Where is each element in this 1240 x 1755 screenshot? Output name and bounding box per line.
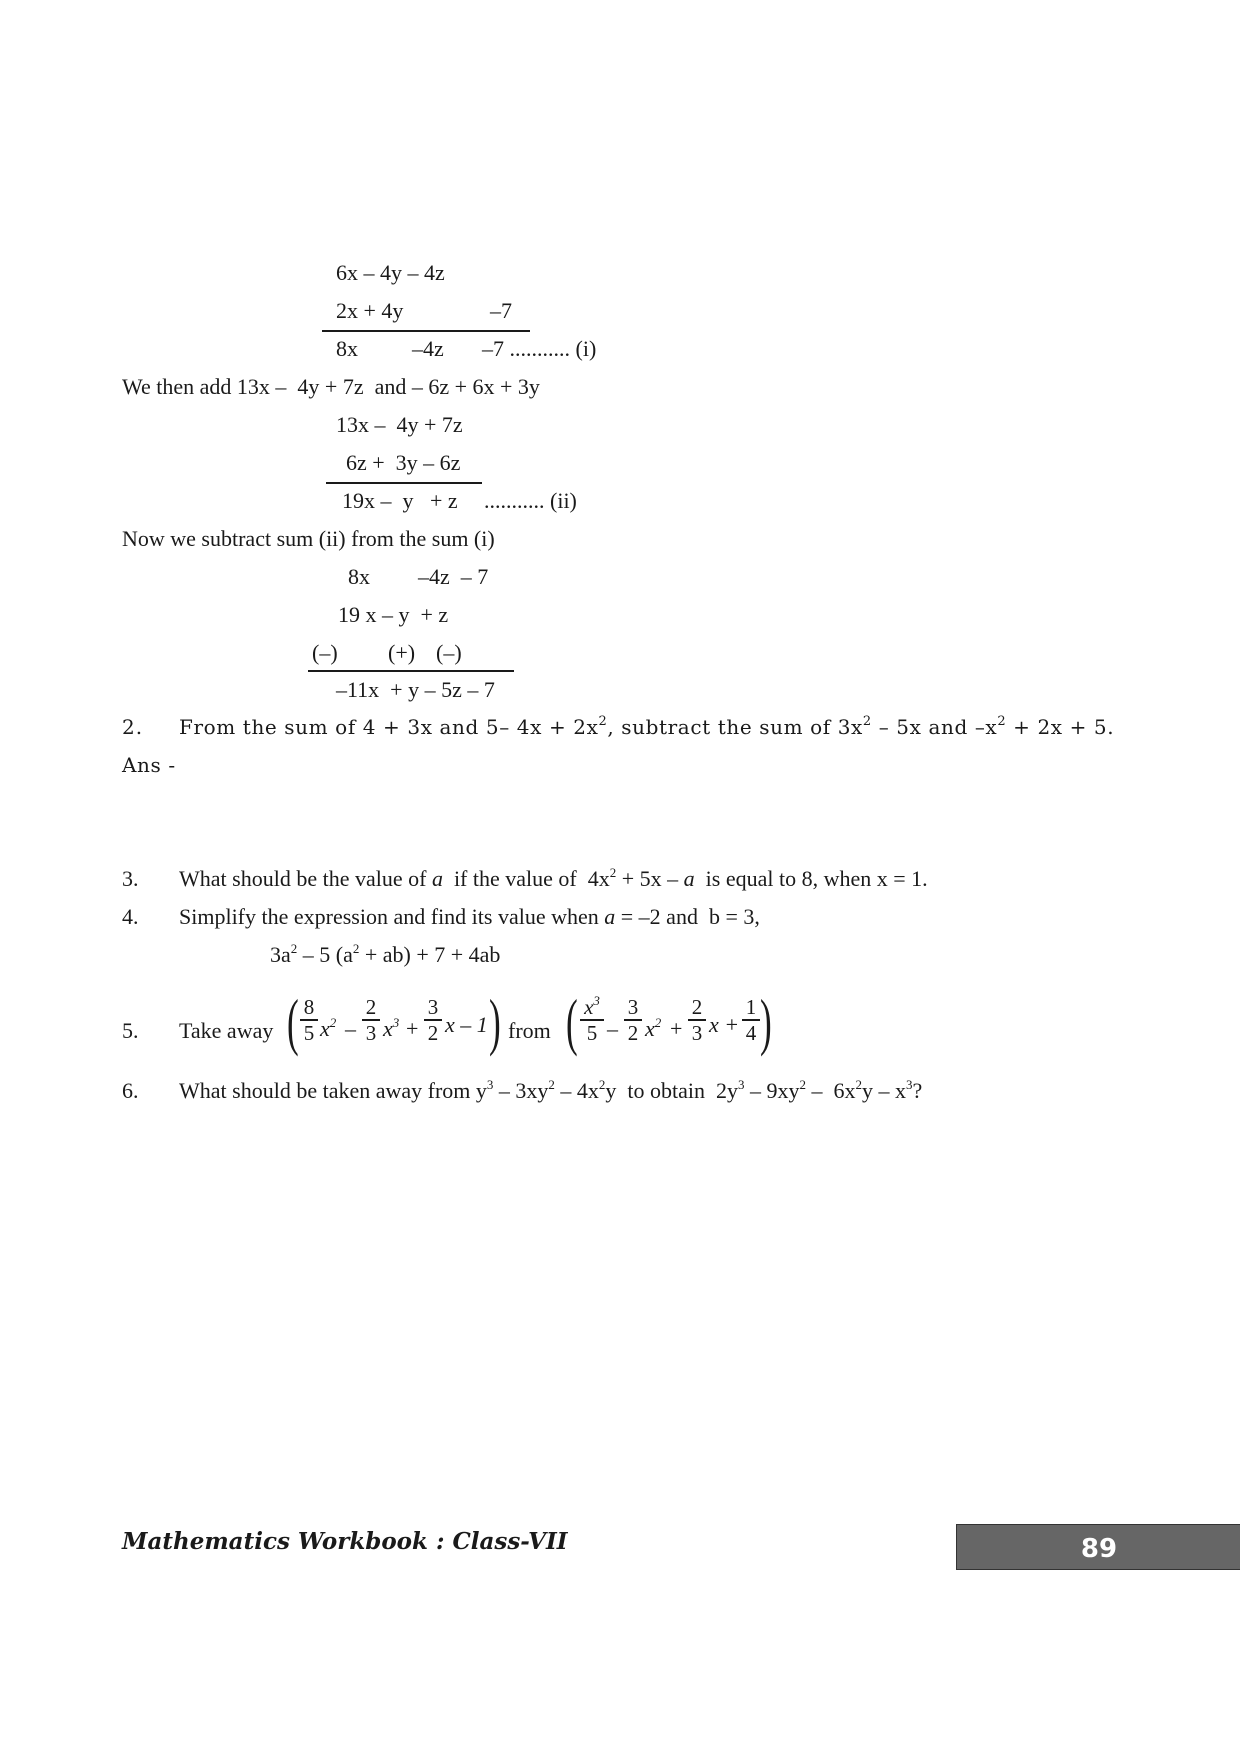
q5-frac-1-4: 1 4 <box>742 996 760 1044</box>
q5-frac-3-2b: 3 2 <box>624 996 642 1044</box>
q4-number: 4. <box>122 904 139 929</box>
q3-number: 3. <box>122 866 139 891</box>
q4-text: Simplify the expression and find its value when a = –2 and b = 3, <box>179 904 760 929</box>
work1-row3c: –7 ........... (i) <box>482 336 597 361</box>
work2-rule <box>326 482 482 484</box>
q5-paren-open-2: ( <box>566 986 578 1057</box>
q3-text: What should be the value of a if the value of $4x^2 + 5x - a$ is equal to 8, when x = 1. <box>179 865 928 891</box>
work1-row3b: –4z <box>412 336 444 361</box>
q5-x2b: $x^2$ <box>645 1015 662 1041</box>
q5-frac-2-3b: 2 3 <box>688 996 706 1044</box>
footer-book-title: Mathematics Workbook : Class-VII <box>122 1528 568 1555</box>
q2-answer-label: Ans - <box>122 753 176 777</box>
work3-sign2: (+) <box>388 640 416 665</box>
work3-result: –11x + y – 5z – 7 <box>336 677 495 702</box>
q5-paren-close-1: ) <box>489 986 501 1057</box>
q6-number: 6. <box>122 1078 139 1103</box>
line-add: We then add 13x – 4y + 7z and – 6z + 6x + 3y <box>122 374 540 399</box>
q5-number: 5. <box>122 1018 139 1043</box>
q4-expression: $3a^2 - 5$ $(a^2 + ab) + 7 + 4ab$ <box>270 941 501 967</box>
work3-row1a: 8x <box>348 564 370 589</box>
work3-row2: 19 x – y + z <box>338 602 449 627</box>
work2-row3-tag: ........... (ii) <box>484 488 577 513</box>
work2-row3: 19x – y + z <box>342 488 458 513</box>
q5-from: from <box>508 1018 551 1043</box>
q5-x-plus: x + <box>709 1012 740 1037</box>
q5-plus-2: + <box>670 1016 683 1041</box>
q5-x-minus-1: x – 1 <box>445 1012 488 1037</box>
work3-rule <box>308 670 514 672</box>
q5-plus: + <box>406 1016 419 1041</box>
q5-x3: $x^3$ <box>383 1015 400 1041</box>
work1-rule <box>322 330 530 332</box>
q2-number: 2. <box>122 715 144 739</box>
line-subtract: Now we subtract sum (ii) from the sum (i) <box>122 526 495 551</box>
q5-paren-close-2: ) <box>760 986 772 1057</box>
q5-frac-3-2: 3 2 <box>424 996 442 1044</box>
page-number-box <box>956 1524 1240 1570</box>
q5-x2: $x^2$ <box>320 1015 337 1041</box>
q5-minus: – <box>345 1016 356 1041</box>
work2-row1: 13x – 4y + 7z <box>336 412 463 437</box>
work1-row3a: 8x <box>336 336 358 361</box>
q5-frac-x3-5: $x^3$ 5 <box>580 996 604 1044</box>
work3-sign1: (–) <box>312 640 338 665</box>
q5-frac-8-5: 8 5 <box>300 996 318 1044</box>
work2-row2: 6z + 3y – 6z <box>346 450 461 475</box>
q6-text: What should be taken away from $y^3 - 3xy^2 - 4x^2y$ to obtain $2y^3 - 9xy^2 - 6x^2y - x^3$? <box>179 1077 923 1103</box>
q5-take-away: Take away <box>179 1018 274 1043</box>
q5-minus-2: – <box>607 1016 618 1041</box>
work3-row1b: –4z – 7 <box>418 564 489 589</box>
q2-text: From the sum of 4 + 3x and 5– $4x + 2x^2$, subtract the sum of $3x^2 - 5x$ and $-x^2 + 2x + 5$. <box>179 714 1115 739</box>
work1-row2a: 2x + 4y <box>336 298 404 323</box>
q5-frac-2-3: 2 3 <box>362 996 380 1044</box>
page-number: 89 <box>1080 1534 1118 1564</box>
work3-sign3: (–) <box>436 640 462 665</box>
work1-row2b: –7 <box>490 298 512 323</box>
work1-row1: 6x – 4y – 4z <box>336 260 445 285</box>
q5-paren-open-1: ( <box>287 986 299 1057</box>
